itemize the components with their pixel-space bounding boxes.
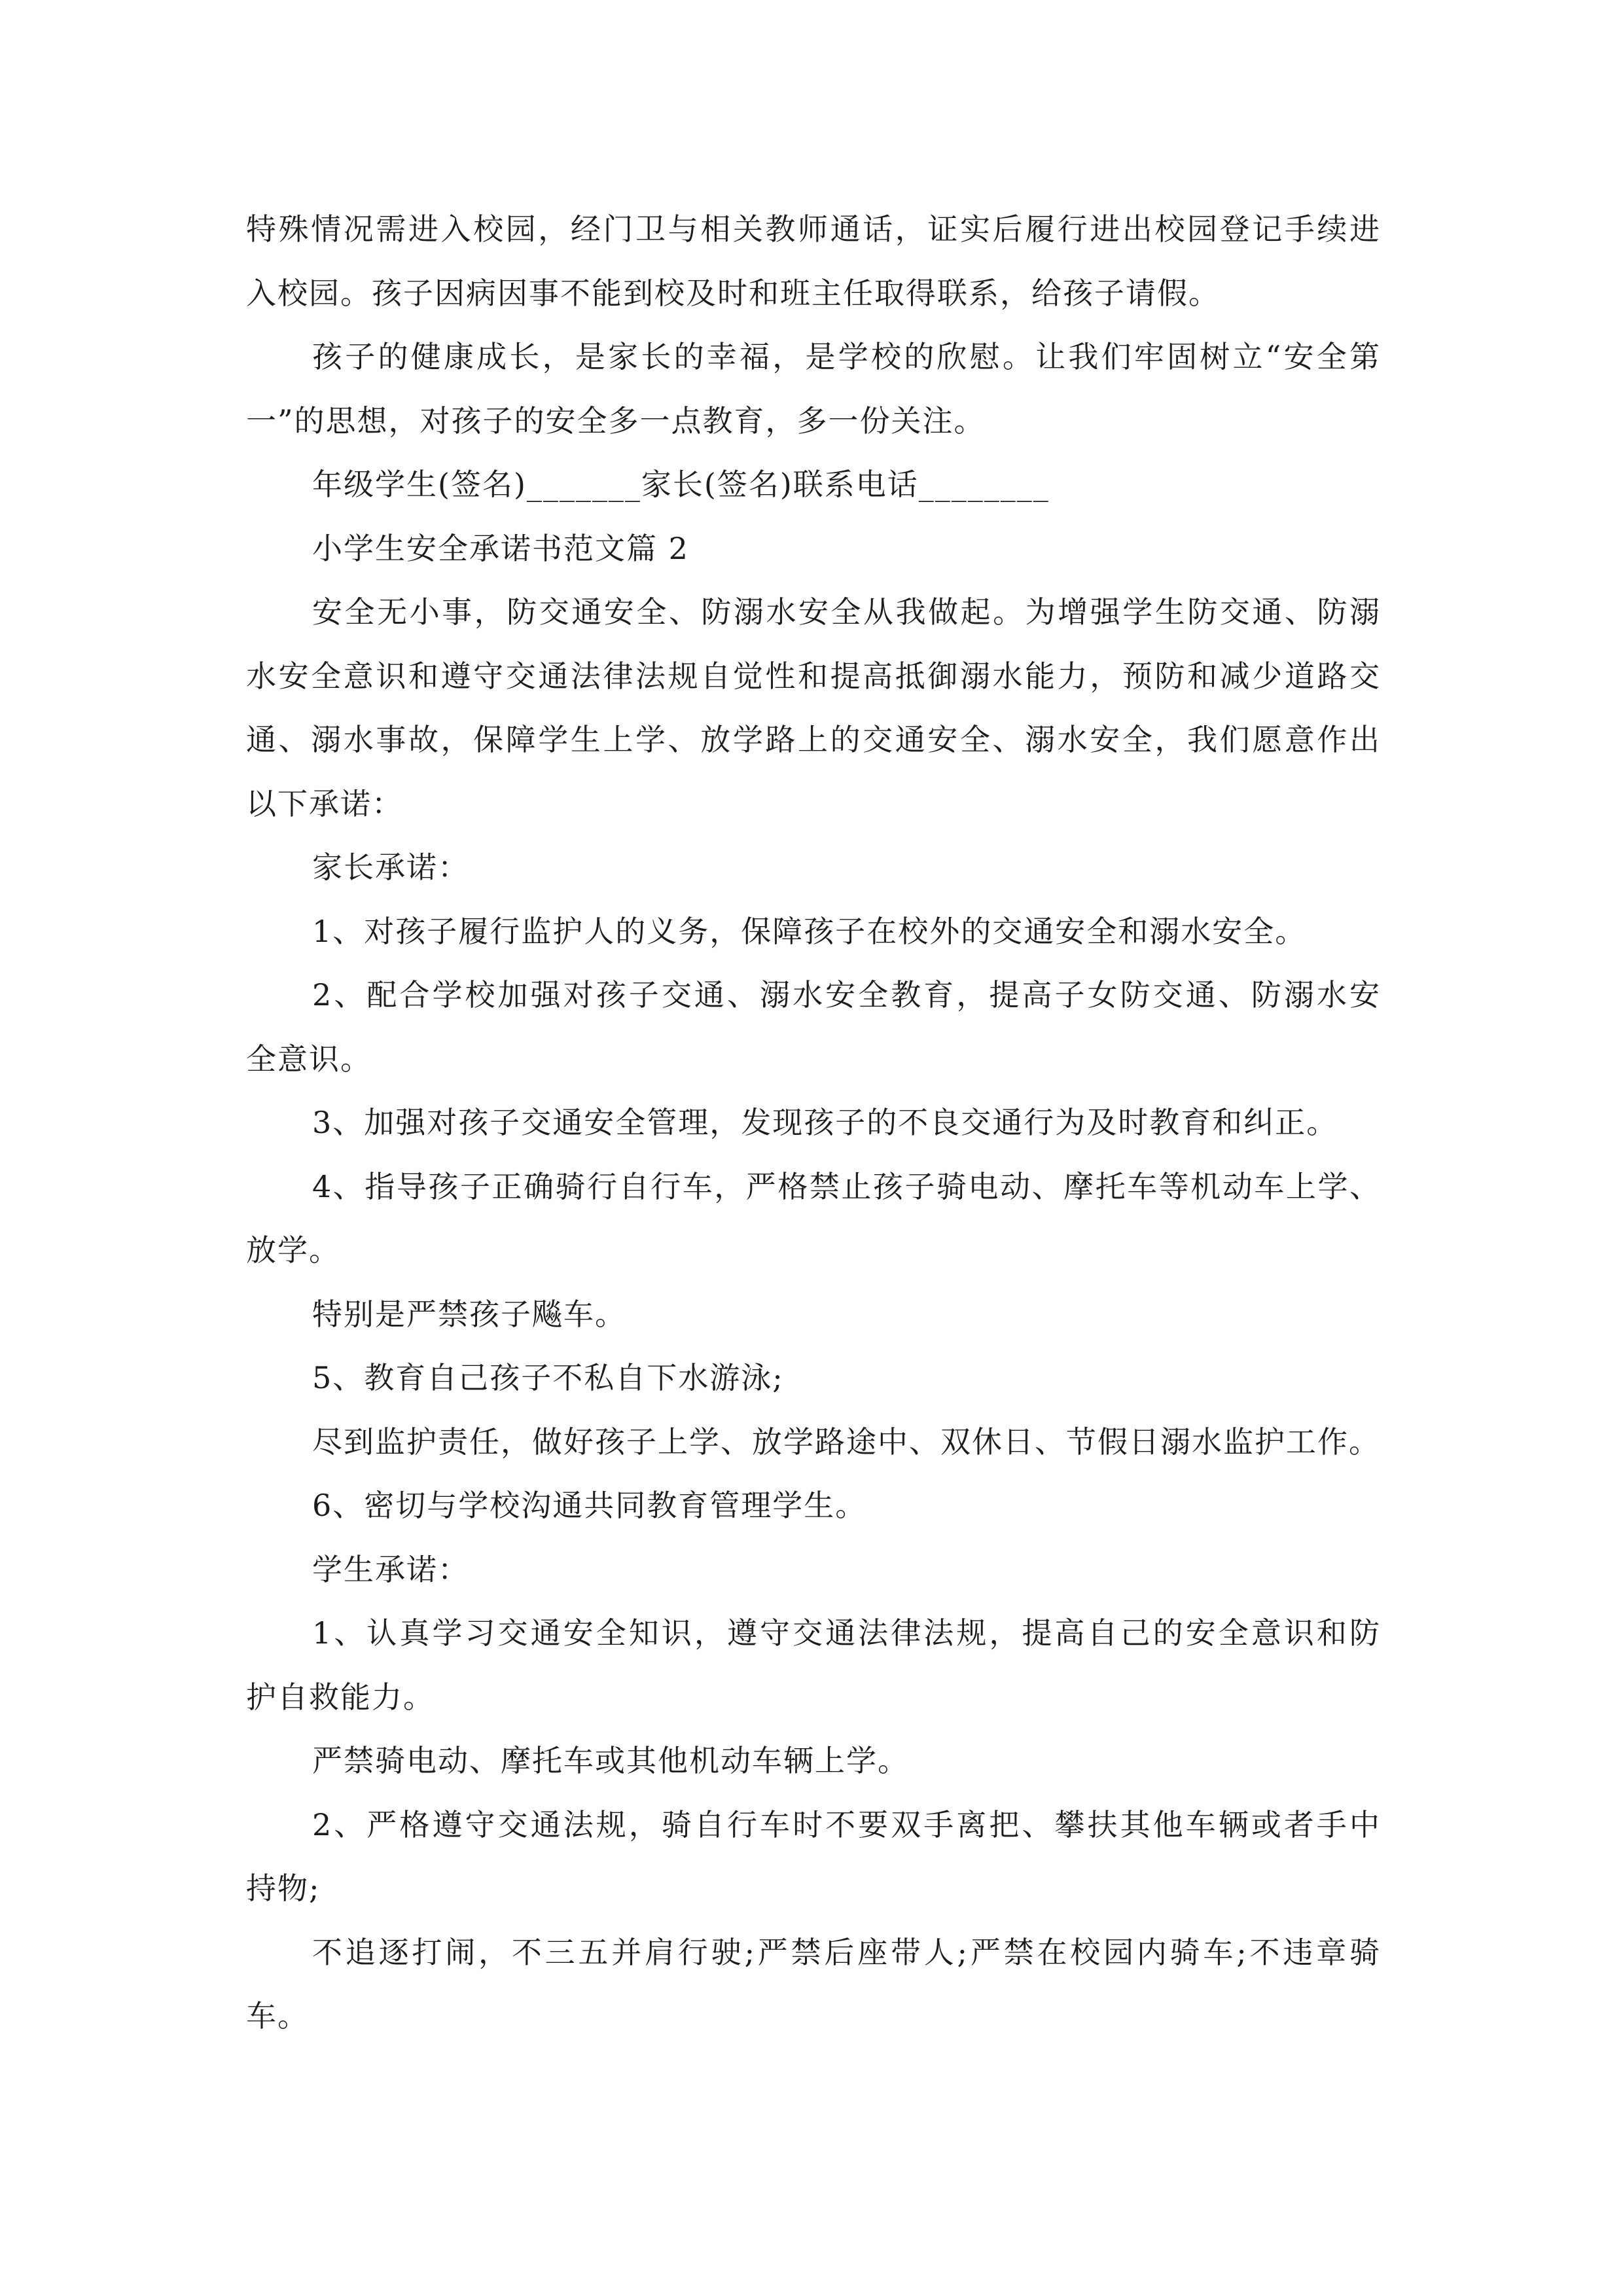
list-item: 2、严格遵守交通法规，骑自行车时不要双手离把、攀扶其他车辆或者手中 bbox=[312, 1806, 1381, 1842]
list-item: 3、加强对孩子交通安全管理，发现孩子的不良交通行为及时教育和纠正。 bbox=[312, 1105, 1338, 1140]
list-item: 1、对孩子履行监护人的义务，保障孩子在校外的交通安全和溺水安全。 bbox=[312, 913, 1307, 949]
list-item: 5、教育自己孩子不私自下水游泳; bbox=[312, 1360, 784, 1395]
list-item: 6、密切与学校沟通共同教育管理学生。 bbox=[312, 1488, 867, 1523]
paragraph-line: 特殊情况需进入校园，经门卫与相关教师通话，证实后履行进出校园登记手续进 bbox=[246, 211, 1381, 247]
paragraph-line: 不追逐打闹，不三五并肩行驶;严禁后座带人;严禁在校园内骑车;不违章骑 bbox=[312, 1934, 1381, 1970]
paragraph-line: 水安全意识和遵守交通法律法规自觉性和提高抵御溺水能力，预防和减少道路交 bbox=[246, 658, 1381, 694]
list-item: 1、认真学习交通安全知识，遵守交通法律法规，提高自己的安全意识和防 bbox=[312, 1615, 1381, 1651]
section-title: 小学生安全承诺书范文篇 2 bbox=[312, 530, 689, 566]
document-page bbox=[246, 198, 1381, 2049]
list-item: 4、指导孩子正确骑行自行车，严格禁止孩子骑电动、摩托车等机动车上学、 bbox=[312, 1168, 1381, 1204]
paragraph-line: 特别是严禁孩子飚车。 bbox=[312, 1296, 626, 1332]
parent-commitment-heading: 家长承诺： bbox=[312, 850, 469, 885]
list-item-continuation: 护自救能力。 bbox=[246, 1679, 435, 1715]
paragraph-line: 入校园。孩子因病因事不能到校及时和班主任取得联系，给孩子请假。 bbox=[246, 275, 1220, 311]
paragraph-line: 车。 bbox=[246, 1998, 309, 2034]
paragraph-line: 孩子的健康成长，是家长的幸福，是学校的欣慰。让我们牢固树立“安全第 bbox=[312, 339, 1381, 374]
paragraph-line: 安全无小事，防交通安全、防溺水安全从我做起。为增强学生防交通、防溺 bbox=[312, 594, 1381, 630]
paragraph-line: 严禁骑电动、摩托车或其他机动车辆上学。 bbox=[312, 1743, 909, 1778]
list-item-continuation: 放学。 bbox=[246, 1232, 340, 1268]
student-commitment-heading: 学生承诺： bbox=[312, 1551, 469, 1587]
signature-line: 年级学生(签名)_______家长(签名)联系电话________ bbox=[312, 467, 1050, 502]
list-item: 2、配合学校加强对孩子交通、溺水安全教育，提高子女防交通、防溺水安 bbox=[312, 977, 1381, 1013]
paragraph-line: 一”的思想，对孩子的安全多一点教育，多一份关注。 bbox=[246, 403, 986, 439]
paragraph-line: 通、溺水事故，保障学生上学、放学路上的交通安全、溺水安全，我们愿意作出 bbox=[246, 722, 1381, 757]
list-item-continuation: 全意识。 bbox=[246, 1041, 372, 1077]
list-item-continuation: 持物; bbox=[246, 1871, 321, 1906]
paragraph-line: 尽到监护责任，做好孩子上学、放学路途中、双休日、节假日溺水监护工作。 bbox=[312, 1424, 1380, 1460]
paragraph-line: 以下承诺： bbox=[246, 785, 403, 821]
